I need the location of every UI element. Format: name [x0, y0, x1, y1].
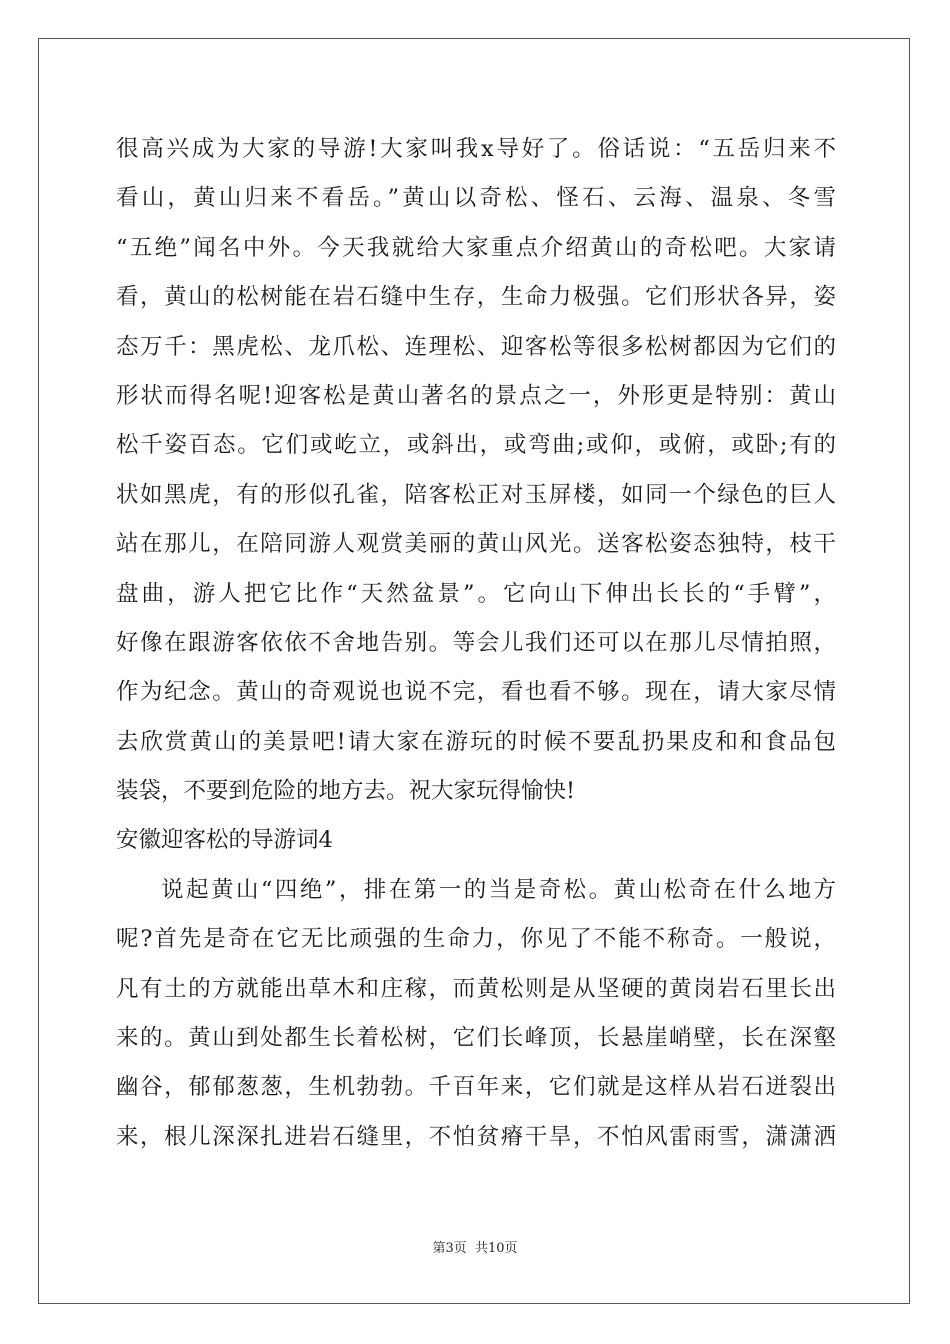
text-line: 作为纪念。黄山的奇观说也说不完，看也看不够。现在，请大家尽情 [116, 679, 836, 706]
text-line: 松千姿百态。它们或屹立，或斜出，或弯曲;或仰，或俯，或卧;有的 [116, 432, 836, 459]
text-line: 看，黄山的松树能在岩石缝中生存，生命力极强。它们形状各异，姿 [116, 284, 836, 311]
section-heading: 安徽迎客松的导游词4 [116, 827, 333, 854]
text-line: 态万千：黑虎松、龙爪松、连理松、迎客松等很多松树都因为它们的 [116, 333, 836, 360]
text-line: 来，根儿深深扎进岩石缝里，不怕贫瘠干旱，不怕风雷雨雪，潇潇洒 [116, 1123, 836, 1150]
text-line: 来的。黄山到处都生长着松树，它们长峰顶，长悬崖峭壁，长在深壑 [116, 1025, 836, 1052]
text-line: 状如黑虎，有的形似孔雀，陪客松正对玉屏楼，如同一个绿色的巨人 [116, 481, 836, 508]
text-line: 呢?首先是奇在它无比顽强的生命力，你见了不能不称奇。一般说， [116, 926, 836, 953]
text-line: 说起黄山“四绝”，排在第一的当是奇松。黄山松奇在什么地方 [161, 876, 836, 903]
text-line: 看山，黄山归来不看岳。”黄山以奇松、怪石、云海、温泉、冬雪 [116, 185, 836, 212]
page-number-footer: 第3页 共10页 [432, 1241, 518, 1256]
text-line: 站在那儿，在陪同游人观赏美丽的黄山风光。送客松姿态独特，枝干 [116, 531, 836, 558]
text-line: “五绝”闻名中外。今天我就给大家重点介绍黄山的奇松吧。大家请 [116, 234, 836, 261]
text-line: 装袋，不要到危险的地方去。祝大家玩得愉快! [116, 778, 576, 805]
text-line: 形状而得名呢!迎客松是黄山著名的景点之一，外形更是特别：黄山 [116, 382, 836, 409]
text-line: 很高兴成为大家的导游!大家叫我x导好了。俗话说：“五岳归来不 [116, 136, 836, 162]
text-line: 凡有土的方就能出草木和庄稼，而黄松则是从坚硬的黄岗岩石里长出 [116, 975, 836, 1002]
text-line: 好像在跟游客依依不舍地告别。等会儿我们还可以在那儿尽情拍照， [116, 629, 836, 656]
text-line: 盘曲，游人把它比作“天然盆景”。它向山下伸出长长的“手臂”， [116, 580, 836, 607]
document-body [116, 125, 836, 1162]
text-line: 去欣赏黄山的美景吧!请大家在游玩的时候不要乱扔果皮和和食品包 [116, 728, 836, 755]
text-line: 幽谷，郁郁葱葱，生机勃勃。千百年来，它们就是这样从岩石迸裂出 [116, 1074, 836, 1101]
